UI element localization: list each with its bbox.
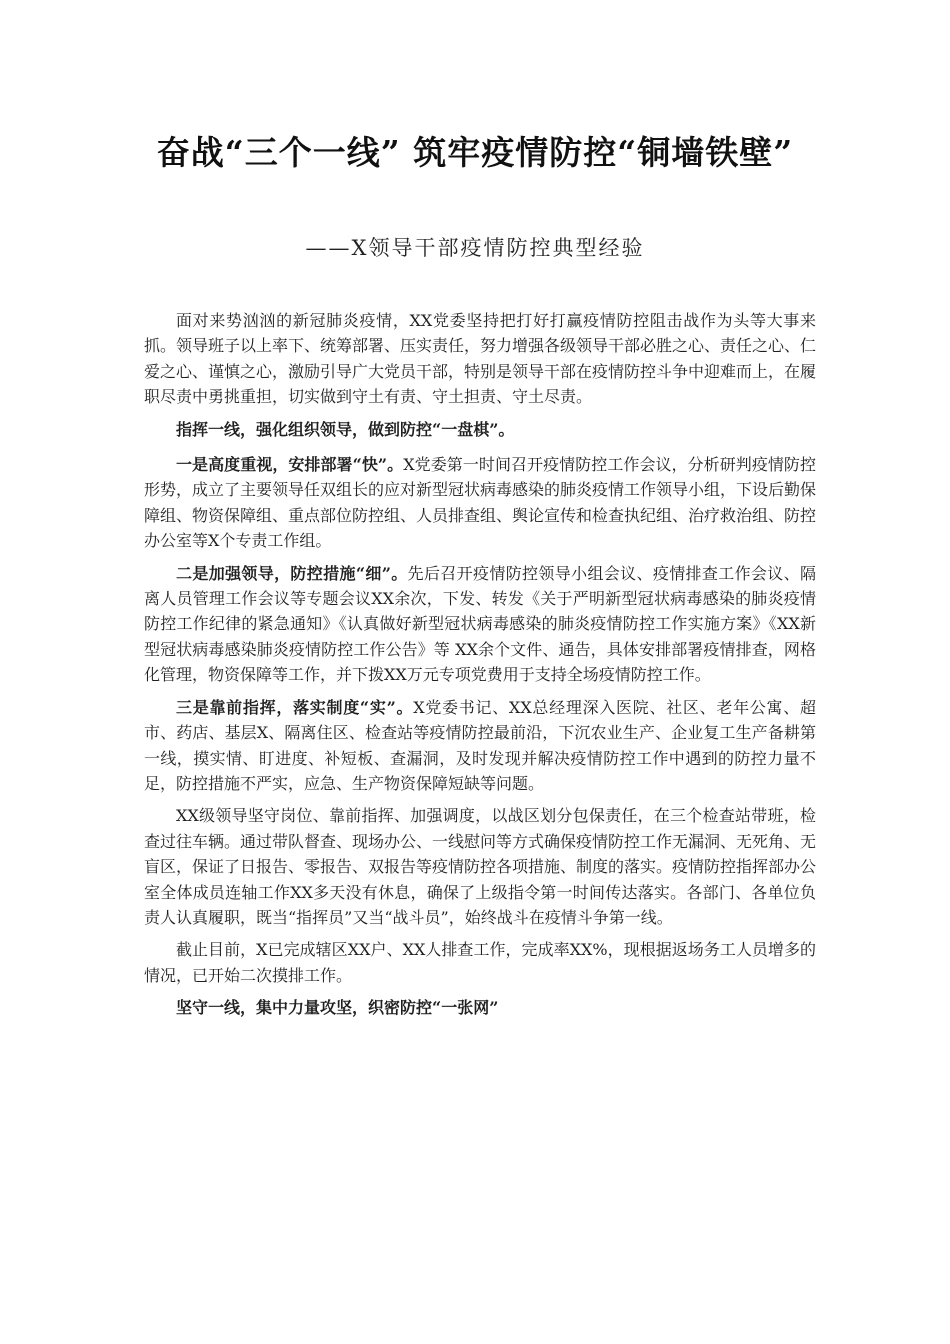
paragraph-text: 先后召开疫情防控领导小组会议、疫情排查工作会议、隔离人员管理工作会议等专题会议XX余次，下发、转发《关于严明新型冠状病毒感染的肺炎疫情防控工作纪律的紧急通知》《认真做好新型冠状病毒感染的肺炎疫情防控工作实施方案》《XX新型冠状病毒感染肺炎疫情防控工作公告》等 XX余个文件、通告，具体安排部署疫情排查，网格化管理，物资保障等工作，并下拨XX万元专项党费用于支持全场疫情防控工作。 [144,563,816,685]
body-paragraph [144,561,816,688]
paragraph-lead: 一是高度重视，安排部署“快”。 [176,455,404,475]
paragraph-text: X党委第一时间召开疫情防控工作会议，分析研判疫情防控形势，成立了主要领导任双组长的应对新型冠状病毒感染的肺炎疫情工作领导小组，下设后勤保障组、物资保障组、重点部位防控组、人员排查组、舆论宣传和检查执纪组、治疗救治组、防控办公室等X个专责工作组。 [144,455,817,551]
document-subtitle: ——X领导干部疫情防控典型经验 [305,236,645,260]
body-paragraph [144,803,816,930]
paragraph-text: XX级领导坚守岗位、靠前指挥、加强调度，以战区划分包保责任，在三个检查站带班，检查过往车辆。通过带队督查、现场办公、一线慰问等方式确保疫情防控工作无漏洞、无死角、无盲区，保证了日报告、零报告、双报告等疫情防控各项措施、制度的落实。疫情防控指挥部办公室全体成员连轴工作XX多天没有休息，确保了上级指令第一时间传达落实。各部门、各单位负责人认真履职，既当“指挥员”又当“战斗员”，始终战斗在疫情斗争第一线。 [144,806,817,927]
paragraph-text: 截止目前，X已完成辖区XX户、XX人排查工作，完成率XX%，现根据返场务工人员增多的情况，已开始二次摸排工作。 [144,940,816,985]
section-heading: 坚守一线，集中力量攻坚，织密防控“一张网” [176,998,499,1018]
body-paragraph [144,695,816,797]
body-paragraph [144,937,816,988]
paragraph-lead: 二是加强领导，防控措施“细”。 [176,563,408,583]
paragraph-lead: 三是靠前指挥，落实制度“实”。 [176,697,414,717]
intro-paragraph: 面对来势汹汹的新冠肺炎疫情，XX党委坚持把打好打赢疫情防控阻击战作为头等大事来抓。领导班子以上率下、统筹部署、压实责任，努力增强各级领导干部必胜之心、责任之心、仁爱之心、谨慎之心，激励引导广大党员干部，特别是领导干部在疫情防控斗争中迎难而上，在履职尽责中勇挑重担，切实做到守土有责、守土担责、守土尽责。 [144,311,817,407]
paragraph-text: X党委书记、XX总经理深入医院、社区、老年公寓、超市、药店、基层X、隔离住区、检查站等疫情防控最前沿，下沉农业生产、企业复工生产备耕第一线，摸实情、盯进度、补短板、查漏洞，及时发现并解决疫情防控工作中遇到的防控力量不足，防控措施不严实，应急、生产物资保障短缺等问题。 [144,697,816,793]
body-paragraph [144,452,816,554]
section-heading: 指挥一线，强化组织领导，做到防控“一盘棋”。 [176,419,515,439]
document-title: 奋战“三个一线” 筑牢疫情防控“铜墙铁壁” [156,133,794,172]
document-body [144,308,816,1031]
